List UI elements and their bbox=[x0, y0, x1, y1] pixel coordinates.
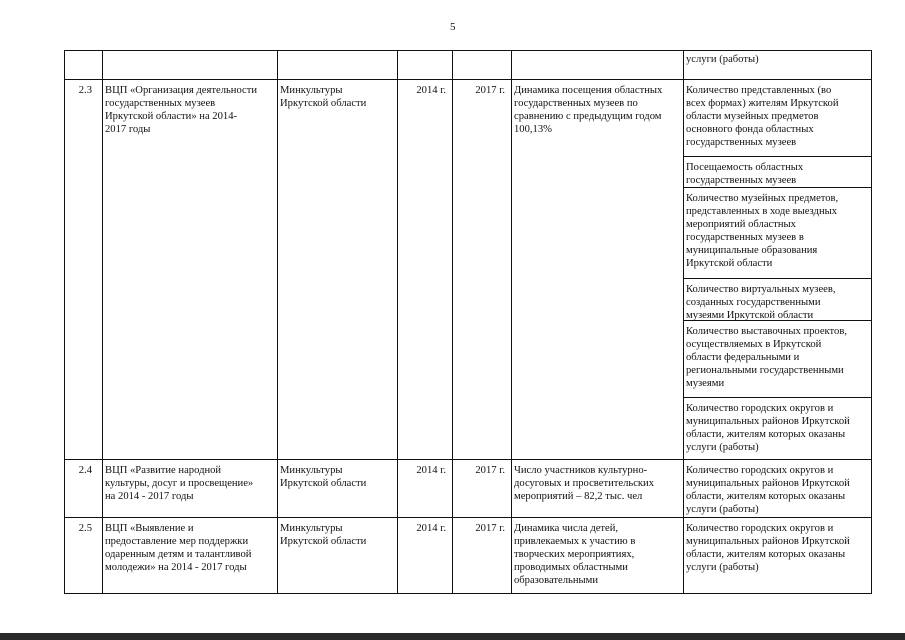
executor-name: Минкультуры bbox=[280, 465, 343, 476]
column-border bbox=[277, 50, 278, 594]
indicator-text: Количество виртуальных музеев, bbox=[686, 284, 836, 295]
row-number: 2.4 bbox=[78, 465, 92, 476]
executor-name: Иркутской области bbox=[280, 536, 367, 547]
row-number: 2.3 bbox=[78, 85, 92, 96]
indicator-text: муниципальных районов Иркутской bbox=[686, 536, 850, 547]
column-border bbox=[683, 50, 684, 594]
start-year: 2014 г. bbox=[416, 465, 446, 476]
program-name: молодежи» на 2014 - 2017 годы bbox=[105, 562, 247, 573]
indicator-border bbox=[683, 156, 872, 157]
indicator-text: Количество представленных (во bbox=[686, 85, 832, 96]
indicator-text: государственных музеев в bbox=[686, 232, 804, 243]
indicator-border bbox=[683, 397, 872, 398]
indicator-text: области музейных предметов bbox=[686, 111, 819, 122]
indicator-text: Количество городских округов и bbox=[686, 403, 834, 414]
indicator-text: Посещаемость областных bbox=[686, 162, 804, 173]
indicator-text: услуги (работы) bbox=[686, 442, 759, 453]
indicator-text: области, жителям которых оказаны bbox=[686, 549, 846, 560]
row-number: 2.5 bbox=[78, 523, 92, 534]
indicator-text: области федеральными и bbox=[686, 352, 800, 363]
expected-result: государственных музеев по bbox=[514, 98, 638, 109]
column-border bbox=[511, 50, 512, 594]
indicator-border bbox=[683, 187, 872, 188]
indicator-text: муниципальные образования bbox=[686, 245, 818, 256]
end-year: 2017 г. bbox=[475, 465, 505, 476]
expected-result: Число участников культурно- bbox=[514, 465, 648, 476]
expected-result: творческих мероприятиях, bbox=[514, 549, 635, 560]
row-border bbox=[64, 593, 872, 594]
program-name: 2017 годы bbox=[105, 124, 151, 135]
indicator-text: муниципальных районов Иркутской bbox=[686, 416, 850, 427]
executor-name: Иркутской области bbox=[280, 98, 367, 109]
program-name: ВЦП «Выявление и bbox=[105, 523, 194, 534]
indicator-text: мероприятий областных bbox=[686, 219, 796, 230]
expected-result: мероприятий – 82,2 тыс. чел bbox=[514, 491, 643, 502]
program-name: одаренным детям и талантливой bbox=[105, 549, 252, 560]
indicator-text: государственных музеев bbox=[686, 137, 797, 148]
executor-name: Иркутской области bbox=[280, 478, 367, 489]
expected-result: Динамика посещения областных bbox=[514, 85, 663, 96]
expected-result: 100,13% bbox=[514, 124, 552, 135]
column-border bbox=[64, 50, 65, 594]
indicator-text: Иркутской области bbox=[686, 258, 773, 269]
program-name: культуры, досуг и просвещение» bbox=[105, 478, 254, 489]
row-border bbox=[64, 50, 872, 51]
indicator-text: услуги (работы) bbox=[686, 562, 759, 573]
indicator-text: области, жителям которых оказаны bbox=[686, 491, 846, 502]
indicator-text: Количество городских округов и bbox=[686, 523, 834, 534]
indicator-text: представленных в ходе выездных bbox=[686, 206, 838, 217]
scan-edge bbox=[0, 633, 905, 640]
row-border bbox=[64, 79, 872, 80]
row-border bbox=[64, 517, 872, 518]
indicator-border bbox=[683, 278, 872, 279]
program-name: ВЦП «Развитие народной bbox=[105, 465, 222, 476]
indicator-text: всех формах) жителям Иркутской bbox=[686, 98, 839, 109]
indicator-text: музеями Иркутской области bbox=[686, 310, 814, 321]
indicator-text: музеями bbox=[686, 378, 725, 389]
program-name: на 2014 - 2017 годы bbox=[105, 491, 194, 502]
program-name: ВЦП «Организация деятельности bbox=[105, 85, 258, 96]
executor-name: Минкультуры bbox=[280, 523, 343, 534]
program-name: Иркутской области» на 2014- bbox=[105, 111, 238, 122]
indicator-text: региональными государственными bbox=[686, 365, 844, 376]
indicator-text: муниципальных районов Иркутской bbox=[686, 478, 850, 489]
expected-result: досуговых и просветительских bbox=[514, 478, 655, 489]
page-number: 5 bbox=[450, 21, 456, 33]
indicator-text: услуги (работы) bbox=[686, 504, 759, 515]
row-border bbox=[64, 459, 872, 460]
end-year: 2017 г. bbox=[475, 523, 505, 534]
start-year: 2014 г. bbox=[416, 523, 446, 534]
start-year: 2014 г. bbox=[416, 85, 446, 96]
expected-result: сравнению с предыдущим годом bbox=[514, 111, 662, 122]
indicator-text: созданных государственными bbox=[686, 297, 821, 308]
indicator-text: Количество музейных предметов, bbox=[686, 193, 839, 204]
indicator-text: услуги (работы) bbox=[686, 54, 759, 65]
column-border bbox=[397, 50, 398, 594]
indicator-text: Количество городских округов и bbox=[686, 465, 834, 476]
indicator-text: государственных музеев bbox=[686, 175, 797, 186]
program-name: государственных музеев bbox=[105, 98, 216, 109]
indicator-text: основного фонда областных bbox=[686, 124, 814, 135]
column-border bbox=[871, 50, 872, 594]
expected-result: привлекаемых к участию в bbox=[514, 536, 636, 547]
expected-result: проводимых областными bbox=[514, 562, 628, 573]
program-name: предоставление мер поддержки bbox=[105, 536, 249, 547]
indicator-text: осуществляемых в Иркутской bbox=[686, 339, 822, 350]
end-year: 2017 г. bbox=[475, 85, 505, 96]
indicator-text: Количество выставочных проектов, bbox=[686, 326, 847, 337]
expected-result: Динамика числа детей, bbox=[514, 523, 619, 534]
column-border bbox=[102, 50, 103, 594]
indicator-text: области, жителям которых оказаны bbox=[686, 429, 846, 440]
expected-result: образовательными bbox=[514, 575, 599, 586]
column-border bbox=[452, 50, 453, 594]
executor-name: Минкультуры bbox=[280, 85, 343, 96]
